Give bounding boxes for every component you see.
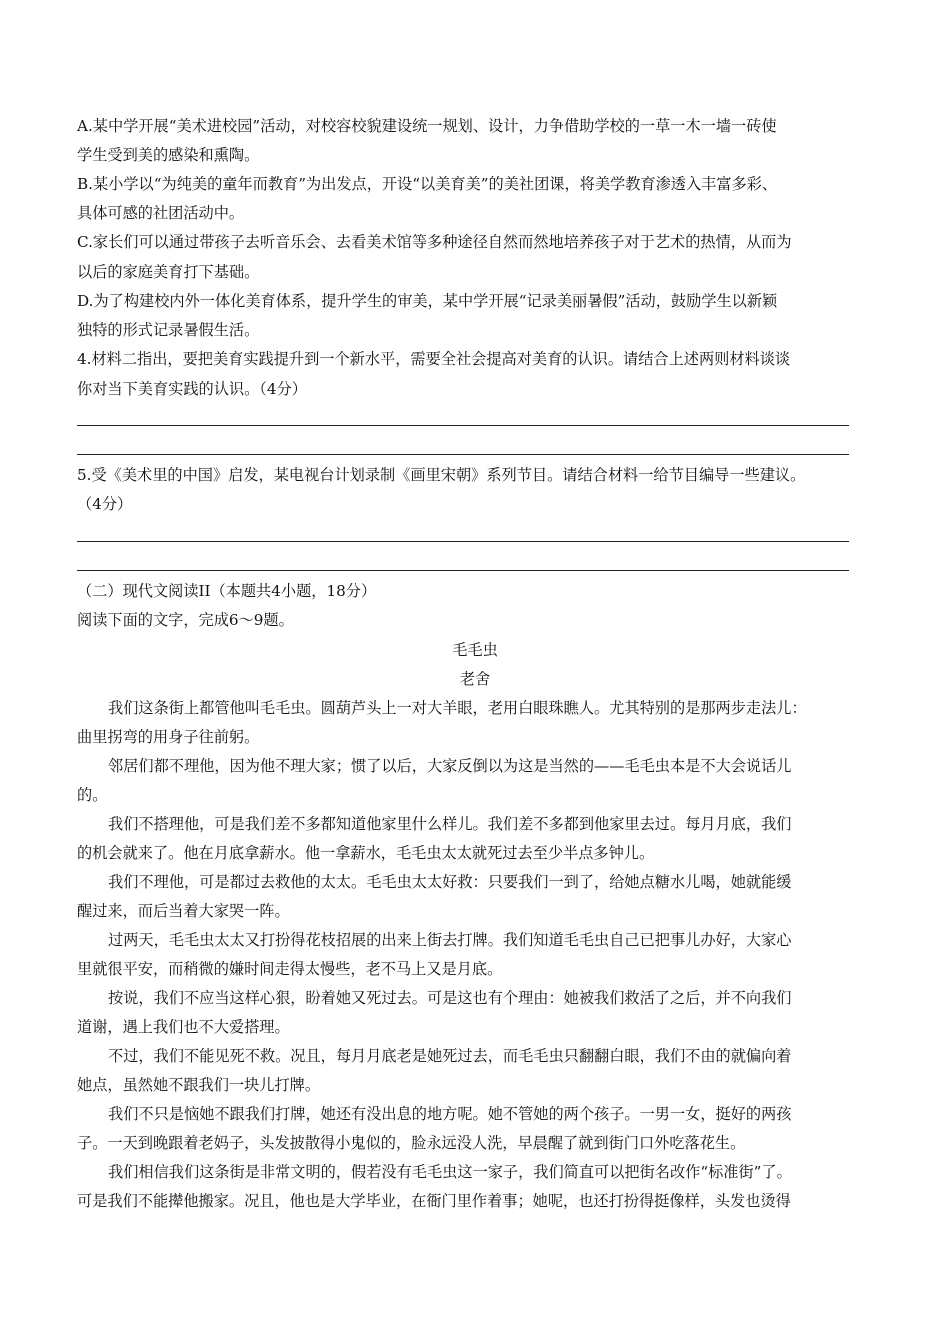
paragraph-7-line1: 不过，我们不能见死不救。况且，每月月底老是她死过去，而毛毛虫只翻翻白眼，我们不由的就偏向着 [108, 1047, 792, 1065]
question-4-line1: 4.材料二指出，要把美育实践提升到一个新水平，需要全社会提高对美育的认识。请结合上述两则材料谈谈 [77, 350, 791, 368]
paragraph-8-line1: 我们不只是恼她不跟我们打牌，她还有没出息的地方呢。她不管她的两个孩子。一男一女，挺好的两孩 [108, 1105, 792, 1123]
option-a-line2: 学生受到美的感染和熏陶。 [77, 146, 260, 164]
paragraph-2-line2: 的。 [77, 786, 108, 804]
paragraph-7-line2: 她点，虽然她不跟我们一块儿打牌。 [77, 1076, 320, 1094]
option-c-line1: C.家长们可以通过带孩子去听音乐会、去看美术馆等多种途径自然而然地培养孩子对于艺术的热情，从而为 [77, 233, 792, 251]
paragraph-2-line1: 邻居们都不理他，因为他不理大家；惯了以后，大家反倒以为这是当然的——毛毛虫本是不大会说话儿 [108, 757, 792, 775]
paragraph-4-line1: 我们不理他，可是都过去救他的太太。毛毛虫太太好救：只要我们一到了，给她点糖水儿喝，她就能缓 [108, 873, 792, 891]
paragraph-8-line2: 子。一天到晚跟着老妈子，头发披散得小鬼似的，脸永远没人洗，早晨醒了就到街门口外吃落花生。 [77, 1134, 746, 1152]
answer-line-q5-1[interactable] [77, 541, 849, 542]
answer-line-q5-2[interactable] [77, 570, 849, 571]
paragraph-1-line2: 曲里拐弯的用身子往前躬。 [77, 728, 260, 746]
option-a-line1: A.某中学开展“美术进校园”活动，对校容校貌建设统一规划、设计，力争借助学校的一草一木一墙一砖使 [77, 117, 777, 135]
section-heading: （二）现代文阅读II（本题共4小题，18分） [77, 582, 377, 600]
story-author: 老舍 [459, 670, 491, 688]
answer-line-q4-1[interactable] [77, 425, 849, 426]
paragraph-9-line1: 我们相信我们这条街是非常文明的，假若没有毛毛虫这一家子，我们简直可以把街名改作“标准街”了。 [108, 1163, 792, 1181]
story-title: 毛毛虫 [452, 641, 498, 659]
paragraph-6-line2: 道谢，遇上我们也不大爱搭理。 [77, 1018, 290, 1036]
answer-line-q4-2[interactable] [77, 454, 849, 455]
paragraph-3-line2: 的机会就来了。他在月底拿薪水。他一拿薪水，毛毛虫太太就死过去至少半点多钟儿。 [77, 844, 655, 862]
option-c-line2: 以后的家庭美育打下基础。 [77, 263, 260, 281]
question-5-line2: （4分） [77, 495, 133, 513]
paragraph-4-line2: 醒过来，而后当着大家哭一阵。 [77, 902, 290, 920]
paragraph-9-line2: 可是我们不能撵他搬家。况且，他也是大学毕业，在衙门里作着事；她呢，也还打扮得挺像样，头发也烫得 [77, 1192, 791, 1210]
paragraph-5-line2: 里就很平安，而稍微的嫌时间走得太慢些，老不马上又是月底。 [77, 960, 503, 978]
option-b-line2: 具体可感的社团活动中。 [77, 204, 245, 222]
question-5-line1: 5.受《美术里的中国》启发，某电视台计划录制《画里宋朝》系列节目。请结合材料一给节目编导一些建议。 [77, 466, 806, 484]
option-d-line1: D.为了构建校内外一体化美育体系，提升学生的审美，某中学开展“记录美丽暑假”活动，鼓励学生以新颖 [77, 292, 778, 310]
paragraph-5-line1: 过两天，毛毛虫太太又打扮得花枝招展的出来上街去打牌。我们知道毛毛虫自己已把事儿办好，大家心 [108, 931, 792, 949]
section-instruction: 阅读下面的文字，完成6～9题。 [77, 611, 294, 629]
paragraph-3-line1: 我们不搭理他，可是我们差不多都知道他家里什么样儿。我们差不多都到他家里去过。每月月底，我们 [108, 815, 792, 833]
paragraph-6-line1: 按说，我们不应当这样心狠，盼着她又死过去。可是这也有个理由：她被我们救活了之后，并不向我们 [108, 989, 792, 1007]
option-b-line1: B.某小学以“为纯美的童年而教育”为出发点，开设“以美育美”的美社团课，将美学教育渗透入丰富多彩、 [77, 175, 778, 193]
paragraph-1-line1: 我们这条街上都管他叫毛毛虫。圆葫芦头上一对大羊眼，老用白眼珠瞧人。尤其特别的是那两步走法儿： [108, 699, 807, 717]
question-4-line2: 你对当下美育实践的认识。（4分） [77, 380, 307, 398]
option-d-line2: 独特的形式记录暑假生活。 [77, 321, 260, 339]
